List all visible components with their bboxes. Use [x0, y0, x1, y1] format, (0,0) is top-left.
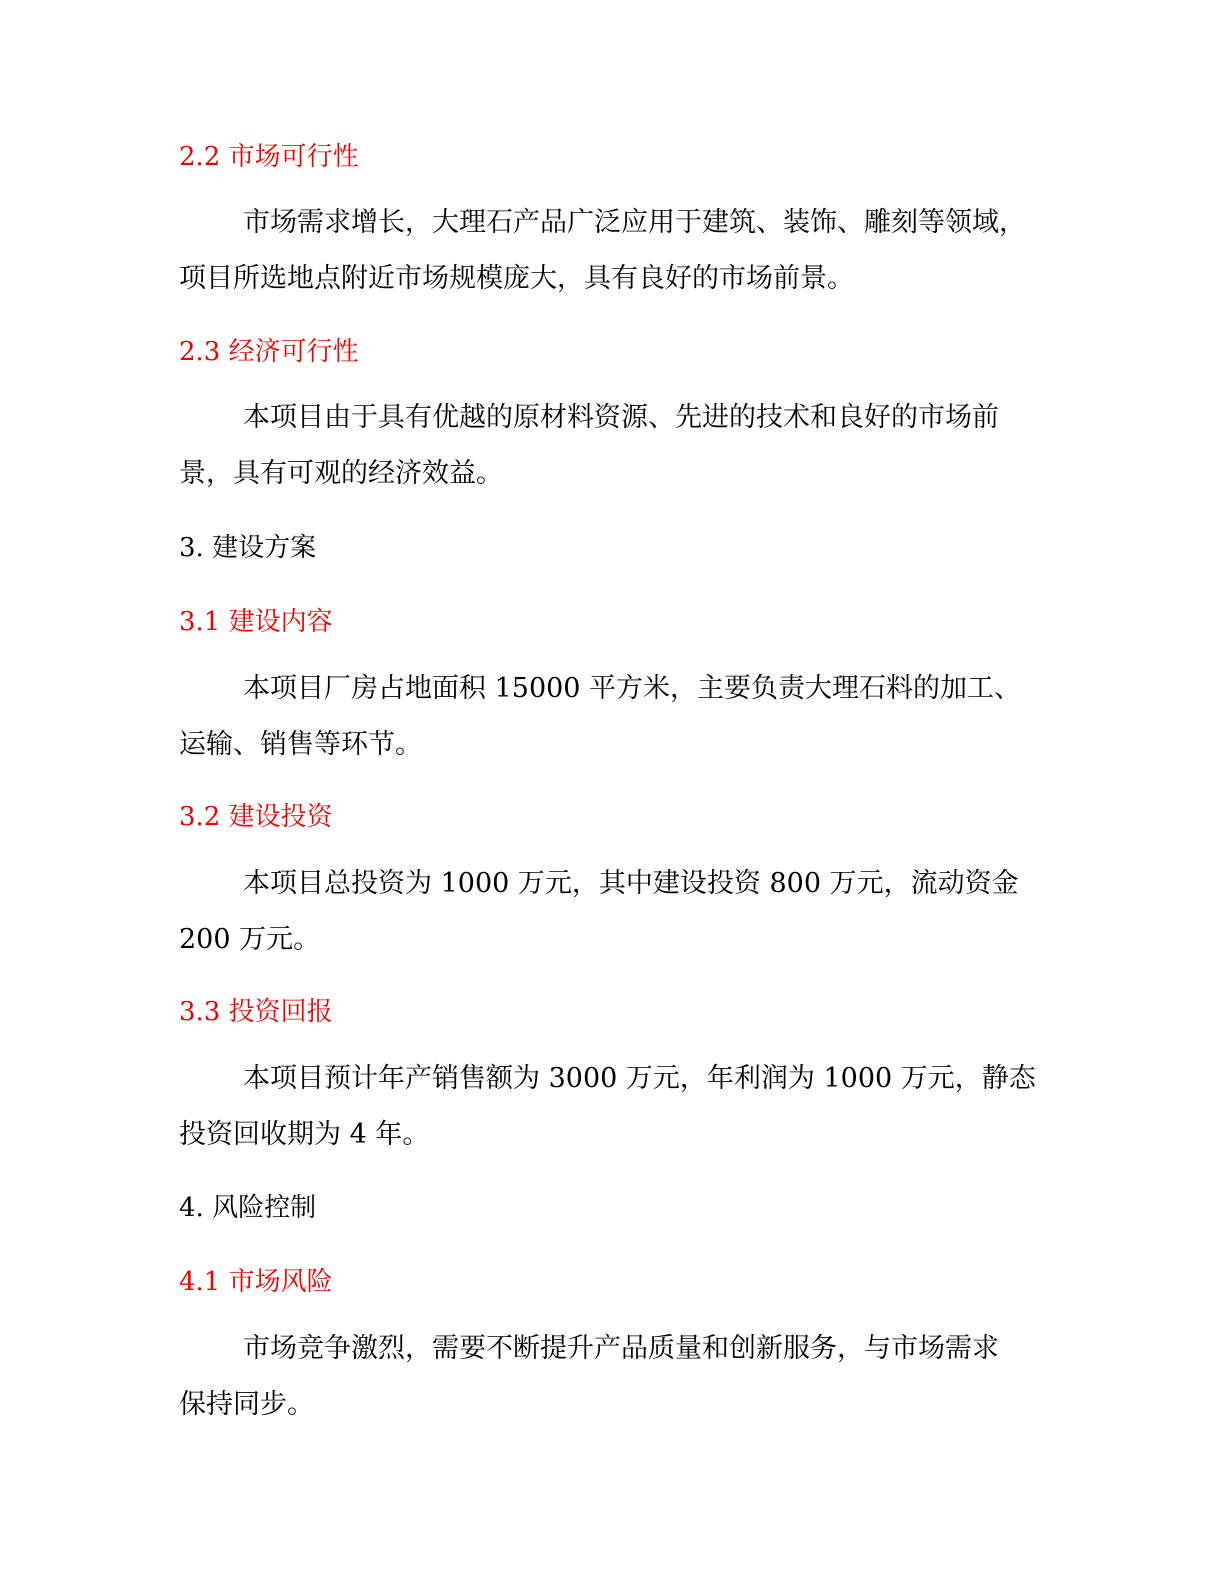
section-heading-4: 4. 风险控制: [179, 1193, 317, 1223]
paragraph-line: 本项目由于具有优越的原材料资源、先进的技术和良好的市场前: [243, 402, 999, 433]
paragraph-investment-return: [179, 1051, 1059, 1163]
paragraph-line: 市场需求增长，大理石产品广泛应用于建筑、装饰、雕刻等领域，: [243, 207, 1026, 238]
paragraph-line: 200 万元。: [179, 924, 321, 955]
paragraph-market-feasibility: [179, 195, 1059, 307]
subheading-3-3: 3.3 投资回报: [179, 997, 333, 1027]
section-heading-3: 3. 建设方案: [179, 533, 317, 563]
subheading-2-3: 2.3 经济可行性: [179, 337, 359, 367]
paragraph-line: 项目所选地点附近市场规模庞大，具有良好的市场前景。: [179, 263, 854, 294]
subheading-4-1: 4.1 市场风险: [179, 1267, 333, 1297]
subheading-3-1: 3.1 建设内容: [179, 607, 333, 637]
paragraph-market-risk: [179, 1321, 1059, 1433]
paragraph-construction-content: [179, 661, 1059, 773]
paragraph-construction-investment: [179, 856, 1059, 968]
subheading-3-2: 3.2 建设投资: [179, 802, 333, 832]
paragraph-line: 市场竞争激烈，需要不断提升产品质量和创新服务，与市场需求: [243, 1333, 999, 1364]
paragraph-line: 景，具有可观的经济效益。: [179, 458, 503, 489]
paragraph-line: 本项目厂房占地面积 15000 平方米，主要负责大理石料的加工、: [243, 673, 1022, 704]
paragraph-line: 本项目总投资为 1000 万元，其中建设投资 800 万元，流动资金: [243, 868, 1019, 899]
paragraph-line: 运输、销售等环节。: [179, 729, 422, 760]
paragraph-line: 保持同步。: [179, 1389, 314, 1420]
paragraph-economic-feasibility: [179, 390, 1059, 502]
paragraph-line: 投资回收期为 4 年。: [179, 1119, 430, 1150]
paragraph-line: 本项目预计年产销售额为 3000 万元，年利润为 1000 万元，静态: [243, 1063, 1036, 1094]
subheading-2-2: 2.2 市场可行性: [179, 142, 359, 172]
